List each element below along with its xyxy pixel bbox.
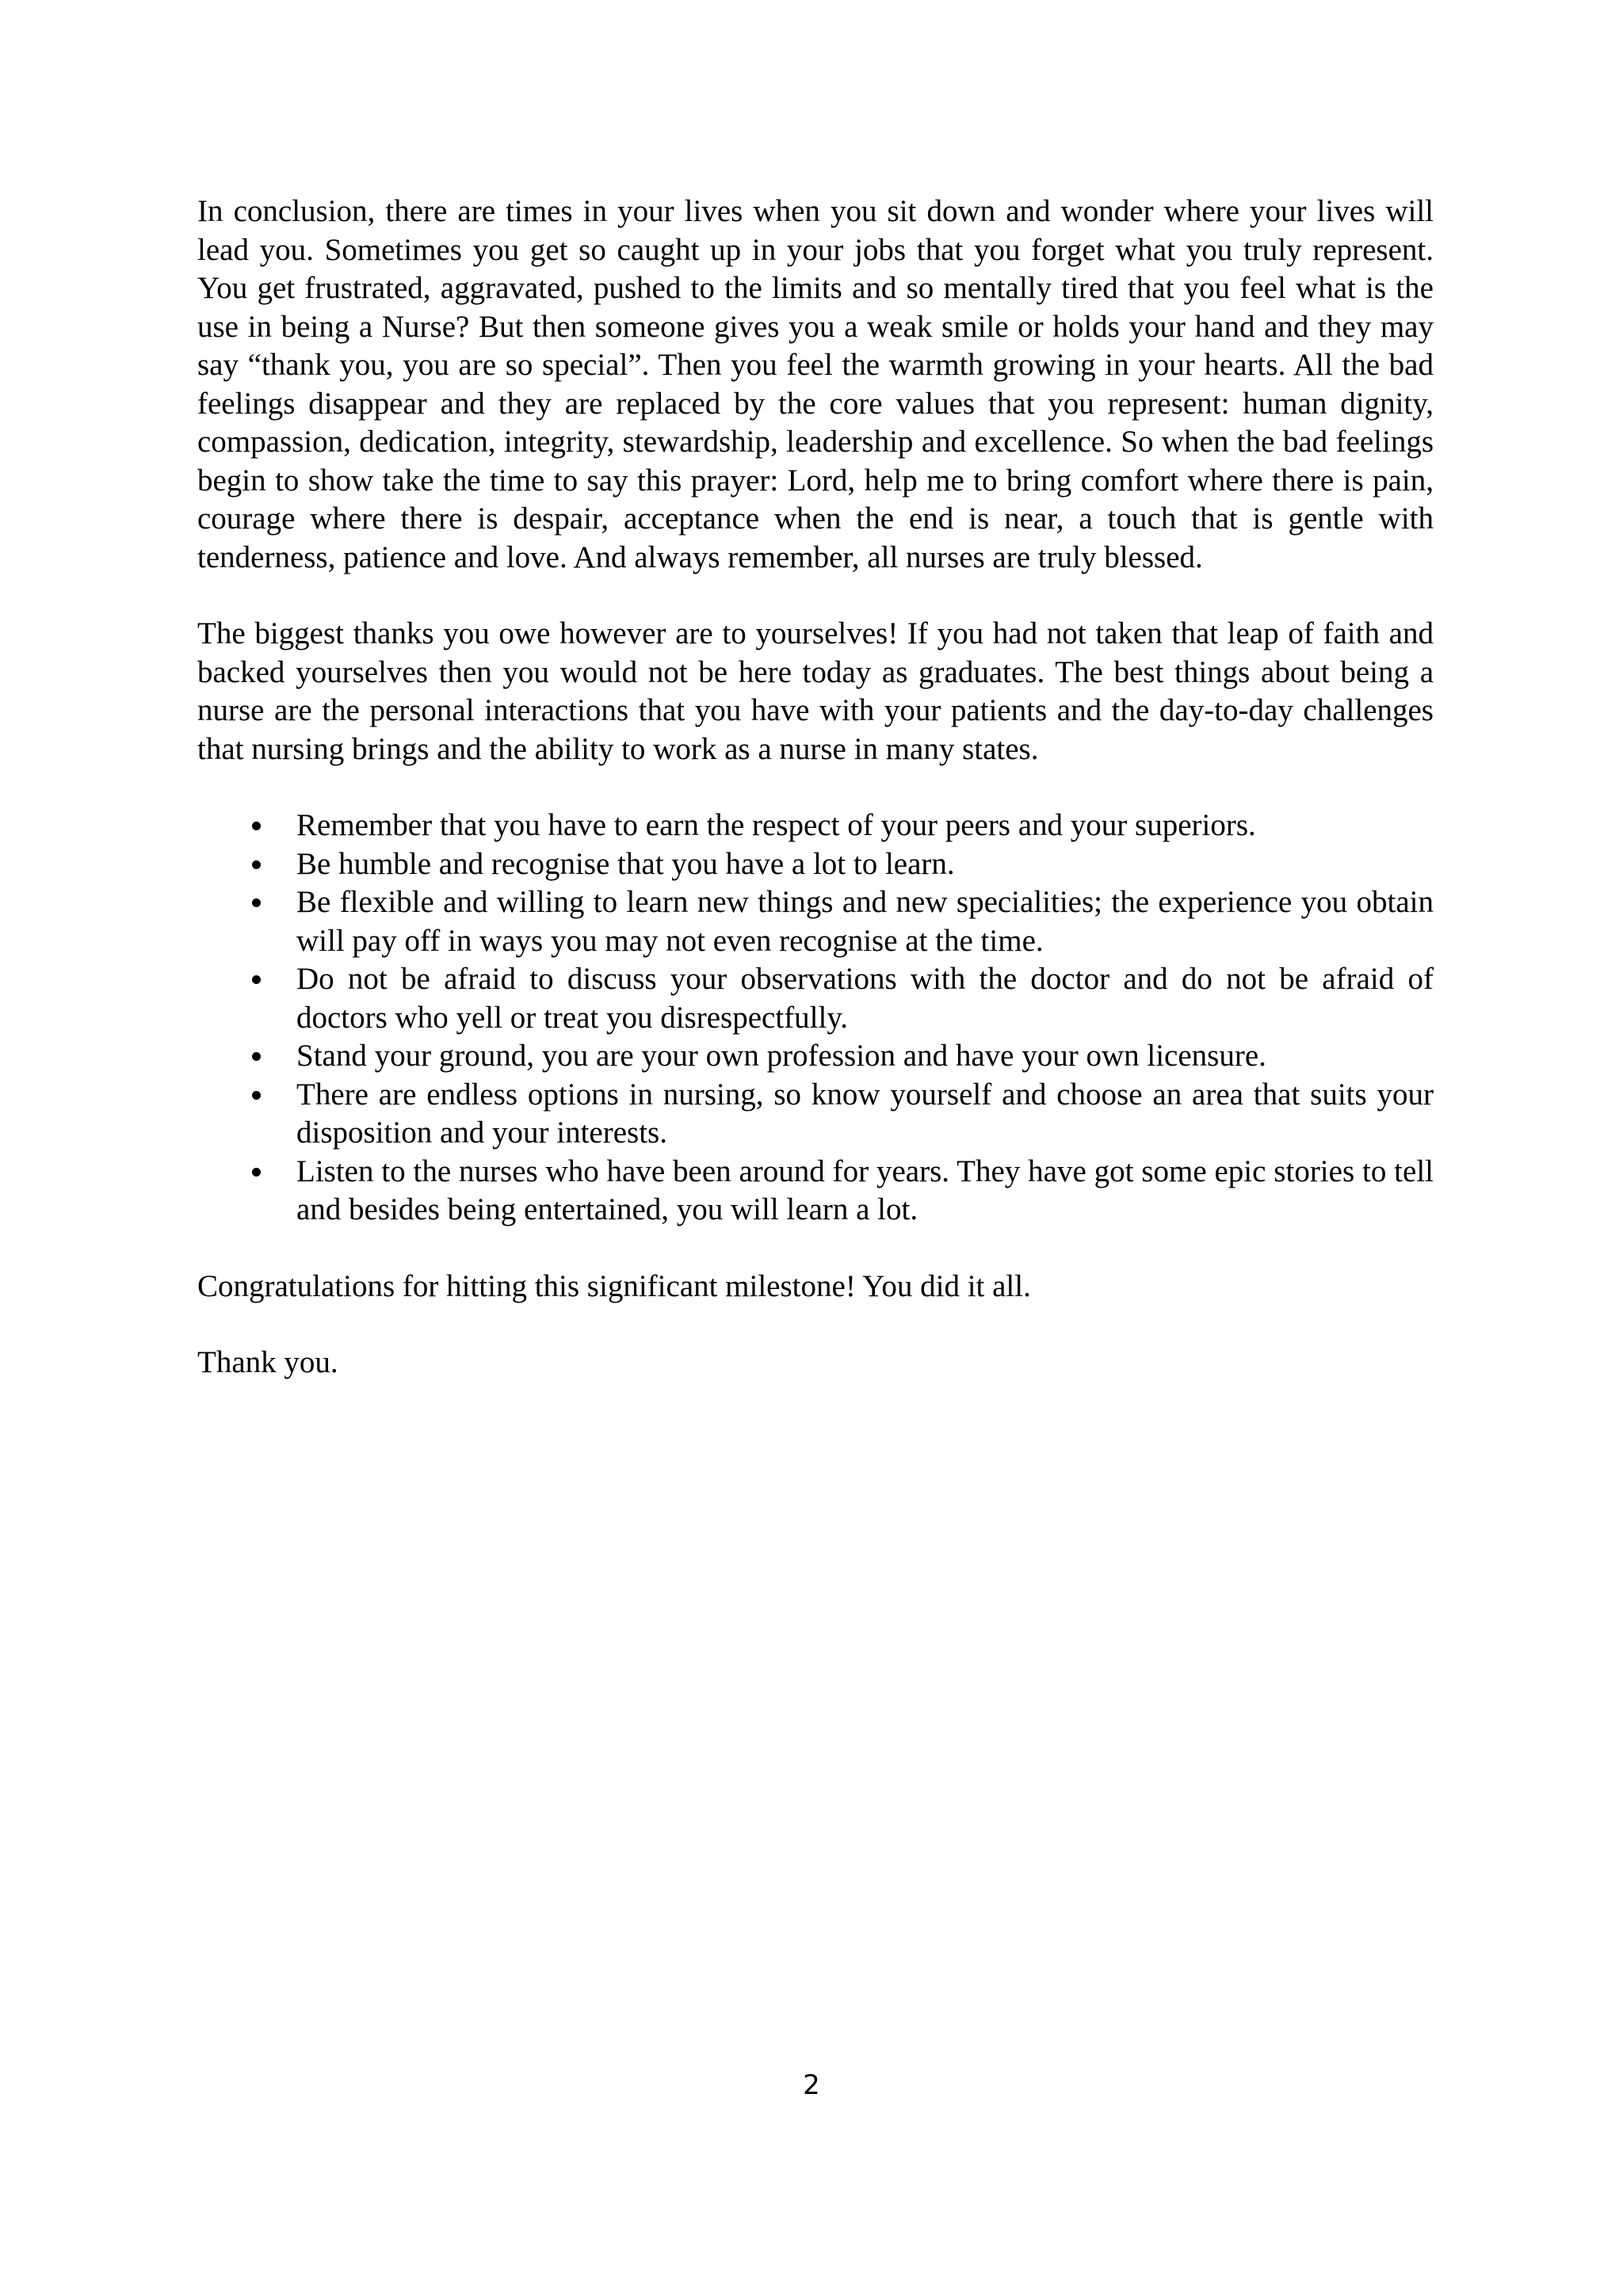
paragraph-thanks: The biggest thanks you owe however are to yourselves! If you had not taken that leap of faith and backed yourselves then you would not be here today as graduates. The best things about being a nurse are the personal interactions that you have with your patients and the day-to-day challenges that nursing brings and the ability to work as a nurse in many states. bbox=[197, 616, 1434, 766]
list-item-text: Be humble and recognise that you have a lot to learn. bbox=[296, 846, 955, 881]
list-item bbox=[197, 807, 1434, 845]
list-item-text: Stand your ground, you are your own profession and have your own licensure. bbox=[296, 1039, 1266, 1073]
page-body bbox=[197, 193, 1434, 1421]
list-item-text: Be flexible and willing to learn new things and new specialities; the experience you obtain will pay off in ways you may not even recognise at the time. bbox=[296, 885, 1434, 958]
list-item-text: There are endless options in nursing, so know yourself and choose an area that suits your disposition and your interests. bbox=[296, 1077, 1434, 1150]
paragraph-closing: Thank you. bbox=[197, 1345, 338, 1379]
page-number: 2 bbox=[803, 2069, 820, 2101]
bullet-icon bbox=[252, 898, 261, 907]
list-item bbox=[197, 1153, 1434, 1230]
list-item-text: Remember that you have to earn the respect of your peers and your superiors. bbox=[296, 808, 1256, 842]
bullet-icon bbox=[252, 822, 261, 830]
bullet-icon bbox=[252, 1168, 261, 1177]
list-item-text: Listen to the nurses who have been around for years. They have got some epic stories to tell and besides being entertained, you will learn a lot. bbox=[296, 1154, 1434, 1226]
list-item bbox=[197, 1076, 1434, 1153]
bullet-icon bbox=[252, 1091, 261, 1100]
advice-list bbox=[197, 807, 1434, 1230]
paragraph-congratulations: Congratulations for hitting this significant milestone! You did it all. bbox=[197, 1268, 1031, 1303]
list-item bbox=[197, 1037, 1434, 1076]
bullet-icon bbox=[252, 1052, 261, 1061]
list-item bbox=[197, 960, 1434, 1037]
list-item bbox=[197, 845, 1434, 884]
list-item bbox=[197, 883, 1434, 960]
list-item-text: Do not be afraid to discuss your observations with the doctor and do not be afraid of doctors who yell or treat you disrespectfully. bbox=[296, 962, 1434, 1035]
paragraph-conclusion: In conclusion, there are times in your lives when you sit down and wonder where your lives will lead you. Sometimes you get so caught up in your jobs that you forget what you truly represent. You get frustrated, aggravated, pushed to the limits and so mentally tired that you feel what is the use in being a Nurse? But then someone gives you a weak smile or holds your hand and they may say “thank you, you are so special”. Then you feel the warmth growing in your hearts. All the bad feelings disappear and they are replaced by the core values that you represent: human dignity, compassion, dedication, integrity, stewardship, leadership and excellence. So when the bad feelings begin to show take the time to say this prayer: Lord, help me to bring comfort where there is pain, courage where there is despair, acceptance when the end is near, a touch that is gentle with tenderness, patience and love. And always remember, all nurses are truly blessed. bbox=[197, 194, 1434, 574]
bullet-icon bbox=[252, 975, 261, 984]
bullet-icon bbox=[252, 860, 261, 869]
